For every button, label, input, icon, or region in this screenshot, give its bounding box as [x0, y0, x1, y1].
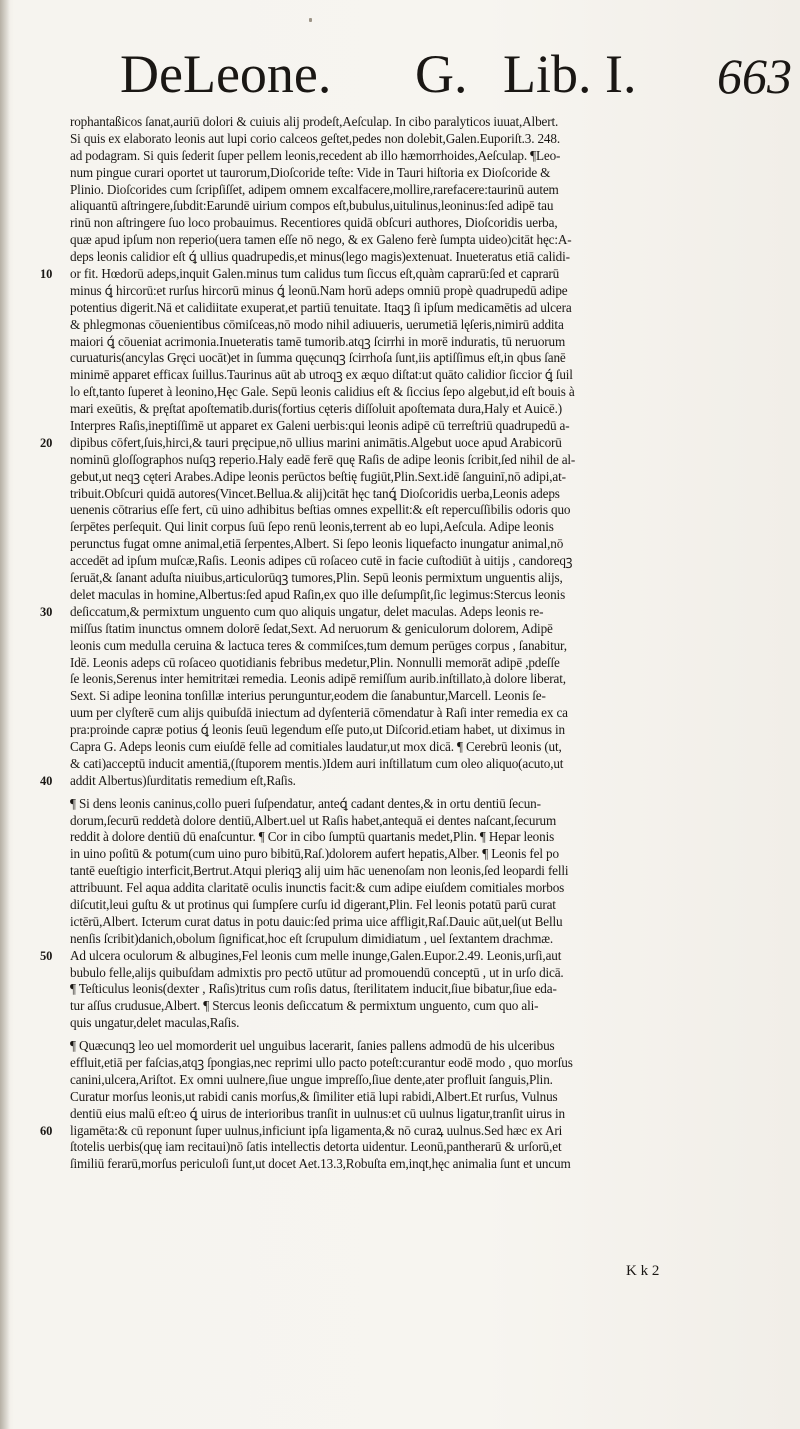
- text-line: [40, 655, 782, 672]
- line-text: nenſis ſcribit)danich,obolum ſignificat,hoc eſt ſcrupulum dimidiatum , uel ſextantem drachmæ.: [70, 930, 554, 946]
- text-line: [40, 570, 782, 587]
- running-header: [120, 42, 792, 112]
- line-text: ſerpētes perſequit. Qui linit corpus ſuū ſepo renū leonis,terrent ab eo lupi,Aeſcula. Adipe leonis: [70, 519, 554, 535]
- line-text: addit Albertus)ſurditatis remedium eſt,Raſis.: [70, 772, 296, 788]
- line-text: ligamēta:& cū reponunt ſuper uulnus,inficiunt ipſa ligamenta,& nō curaꝝ uulnus.Sed hæc ex Ari: [70, 1122, 563, 1138]
- line-text: dentiū eius malū eſt:eo ꝗ́ uirus de interioribus tranſit in uulnus:et cū uulnus ligatur,tranſit uirus in: [70, 1105, 565, 1121]
- line-text: delet maculas in homine,Albertus:ſed apud Raſin,ex quo ille deſumpſit,ſic legimus:Stercus leonis: [70, 586, 566, 602]
- text-line: [40, 829, 782, 846]
- text-line: [40, 418, 782, 435]
- line-text: quæ apud ipſum non reperio(uera tamen eſſe nō nego, & ex Galeno ferè ſumpta uideo)citāt hęc:A-: [70, 232, 572, 248]
- text-line: [40, 948, 782, 965]
- line-text: Idē. Leonis adeps cū roſaceo quotidianis febribus medetur,Plin. Nonnulli memorāt adipē ,pdeſſe: [70, 654, 560, 670]
- line-text: accedēt ad ipſum muſcæ,Raſis. Leonis adipes cū roſaceo cutē in facie cuſtodiūt à uitijs , candoreqꝫ: [70, 553, 573, 569]
- text-line: [40, 756, 782, 773]
- line-text: tribuit.Obſcuri quidā autores(Vincet.Bellua.& alij)citāt hęc tanꝗ́ Dioſcoridis uerba,Leonis adeps: [70, 485, 560, 501]
- text-line: [40, 1015, 782, 1032]
- line-text: ſtotelis uerbis(quę iam recitaui)nō ſatis intellectis detorta uidentur. Leonū,pantherarū & urſorū,et: [70, 1139, 562, 1155]
- text-line: [40, 502, 782, 519]
- page-number: 663: [717, 48, 792, 104]
- text-line: [40, 914, 782, 931]
- line-text: ſeruāt,& ſanant aduſta niuibus,articulorūqꝫ tumores,Plin. Sepū leonis permixtum unguentis alijs,: [70, 570, 563, 586]
- line-text: aliquantū aſtringere,ſubdit:Earundē uirium compos eſt,bubulus,uitulinus,leoninus:ſed adipē tau: [70, 198, 554, 214]
- text-line: [40, 796, 782, 813]
- text-line: [40, 965, 782, 982]
- line-number: 40: [40, 773, 53, 788]
- text-line: [40, 350, 782, 367]
- text-line: [40, 773, 782, 790]
- text-line: [40, 469, 782, 486]
- line-text: tantē eueſtigio interficit,Bertrut.Atqui pleriqꝫ alij uim hāc uenenoſam non leonis,ſed leopardi felli: [70, 863, 569, 879]
- line-text: uum per clyſterē cum alijs quibuſdā iniectum ad dyſenteriā cōmendatur à Raſi inter remedia ex ca: [70, 705, 568, 721]
- line-text: leonis cum medulla ceruina & lactuca teres & commiſces,tum demum perūges corpus , ſanabitur,: [70, 637, 567, 653]
- line-text: curuaturis(ancylas Gręci uocāt)et in ſumma quęcunqꝫ ſcirrhoſa ſunt,iis aptiſſimus eſt,in qbus ſanē: [70, 350, 566, 366]
- line-text: ¶ Teſticulus leonis(dexter , Raſis)tritus cum roſis datus, ſterilitatem inducit,ſiue bibatur,ſiue eda-: [70, 981, 557, 997]
- line-text: minus ꝗ́ hircorū:et rurſus hircorū minus ꝗ́ leonū.Nam horū adeps omniū propè quadrupedū adipe: [70, 282, 568, 298]
- text-line: [40, 131, 782, 148]
- line-text: nominū gloſſographos nuſqꝫ reperio.Haly eadē ferē quę Raſis de adipe leonis ſcribit,ſed nihil de al-: [70, 451, 576, 467]
- line-number: 50: [40, 948, 53, 963]
- text-line: [40, 367, 782, 384]
- text-line: [40, 998, 782, 1015]
- text-line: [40, 198, 782, 215]
- line-text: effluit,etiā per faſcias,atqꝫ ſpongias,nec reprimi ullo pacto poteſt:curantur eodē modo , quo morſus: [70, 1054, 573, 1070]
- text-line: [40, 621, 782, 638]
- text-line: [40, 813, 782, 830]
- text-line: [40, 519, 782, 536]
- line-text: perunctus fugat omne animal,etiā ſerpentes,Albert. Si ſepo leonis liquefacto inungatur animal,nō: [70, 536, 564, 552]
- text-line: [40, 452, 782, 469]
- text-line: [40, 148, 782, 165]
- text-line: [40, 1123, 782, 1140]
- text-line: [40, 863, 782, 880]
- line-text: in uino poſitū & potum(cum uino puro bibitū,Raſ.)dolorem aufert hepatis,Alber. ¶ Leonis fel po: [70, 846, 559, 862]
- text-line: [40, 553, 782, 570]
- text-line: [40, 1089, 782, 1106]
- text-line: [40, 1156, 782, 1173]
- line-text: uenenis cōtrarius eſſe fert, cū uino adhibitus beſtias omnes expellit:& eſt repercuſſibilis odoris quo: [70, 502, 571, 518]
- line-text: gebut,ut neqꝫ cęteri Arabes.Adipe leonis perūctos beſtię fugiūt,Plin.Sext.idē ſanguinī,nō adipi,at-: [70, 468, 566, 484]
- text-line: [40, 165, 782, 182]
- text-line: [40, 266, 782, 283]
- line-number: 20: [40, 435, 53, 450]
- line-text: miſſus ſtatim inunctus omnem dolorē ſedat,Sext. Ad neruorum & geniculorum dolorem, Adipē: [70, 620, 553, 636]
- text-line: [40, 880, 782, 897]
- line-text: tur aſſus crudusue,Albert. ¶ Stercus leonis deſiccatum & permixtum unguento, cum quo ali-: [70, 998, 539, 1014]
- header-book-number: Lib. I.: [503, 44, 637, 104]
- line-text: or fit. Hœdorū adeps,inquit Galen.minus tum calidus tum ſiccus eſt,quàm caprarū:ſed et caprarū: [70, 266, 560, 282]
- main-text-column: [40, 114, 782, 1173]
- line-text: dipibus cōfert,ſuis,hirci,& tauri pręcipue,nō ullius marini animātis.Algebut uoce apud Arabicorū: [70, 434, 562, 450]
- text-line: [40, 401, 782, 418]
- line-text: Sext. Si adipe leonina tonſillæ interius perunguntur,eodem die ſanabuntur,Marcell. Leonis ſe-: [70, 688, 546, 704]
- text-line: [40, 283, 782, 300]
- line-text: attribuunt. Fel aqua addita claritatē oculis inunctis facit:& cum adipe eiuſdem comitiales morbos: [70, 880, 565, 896]
- text-line: [40, 981, 782, 998]
- text-line: [40, 249, 782, 266]
- text-line: [40, 1072, 782, 1089]
- line-text: lo eſt,tanto ſuperet à leonino,Hęc Gale. Sepū leonis calidius eſt & ſiccius ſepo algebut,id eſt bouis à: [70, 384, 575, 400]
- text-line: [40, 317, 782, 334]
- line-text: deſiccatum,& permixtum unguento cum quo aliquis ungatur, delet maculas. Adeps leonis re-: [70, 603, 544, 619]
- text-line: [40, 486, 782, 503]
- text-line: [40, 671, 782, 688]
- line-text: mari exeūtis, & pręſtat apoſtematib.duris(fortius cęteris diſſoluit apoſtemata dura,Haly et Auicē.): [70, 401, 562, 417]
- line-text: canini,ulcera,Ariſtot. Ex omni uulnere,ſiue ungue impreſſo,ſiue dente,ater profluit ſanguis,Plin.: [70, 1071, 553, 1087]
- text-line: [40, 897, 782, 914]
- line-text: minimē apparet efficax ſuillus.Taurinus aūt ab utroqꝫ ex æquo diſtat:ut quāto calidior ſiccior ꝗ́ ſuil: [70, 367, 573, 383]
- line-text: & phlegmonas cōuenientibus cōmiſceas,nō modo nihil adiuueris, uerumetiā lęſeris,nimirū addita: [70, 316, 564, 332]
- line-text: reddit à dolore dentiū dū enaſcuntur. ¶ Cor in cibo ſumptū quartanis medet,Plin. ¶ Hepar leonis: [70, 829, 555, 845]
- line-text: pra:proinde capræ potius ꝗ́ leonis ſeuū legendum eſſe puto,ut Diſcorid.etiam habet, ut diximus in: [70, 722, 565, 738]
- text-line: [40, 536, 782, 553]
- line-number: 30: [40, 604, 53, 619]
- line-text: Plinio. Dioſcorides cum ſcripſiſſet, adipem omnem excalfacere,mollire,rarefacere:taurinū autem: [70, 181, 559, 197]
- line-text: & cati)acceptū inducit amentiā,(ſtuporem mentis.)Idem auri inſtillatum cum oleo aliquo(acuto,ut: [70, 755, 564, 771]
- text-line: [40, 384, 782, 401]
- line-text: rinū non aſtringere ſuo loco probauimus. Recentiores quidā obſcuri authores, Dioſcoridis uerba,: [70, 215, 558, 231]
- line-text: rophantaßicos ſanat,auriū dolori & cuiuis alij prodeſt,Aeſculap. In cibo paralyticos iuuat,Albert.: [70, 114, 559, 129]
- text-line: [40, 846, 782, 863]
- text-line: [40, 232, 782, 249]
- text-line: [40, 722, 782, 739]
- text-line: [40, 587, 782, 604]
- text-line: [40, 739, 782, 756]
- line-text: Capra G. Adeps leonis cum eiuſdē felle ad comitiales laudatur,ut mox dicā. ¶ Cerebrū leonis (ut,: [70, 738, 562, 754]
- line-text: ictērū,Albert. Icterum curat datus in potu dauic:ſed prima uice affligit,Raſ.Dauic aūt,uel(ut Bellu: [70, 913, 563, 929]
- text-line: [40, 931, 782, 948]
- text-line: [40, 688, 782, 705]
- line-text: num pingue curari oportet ut taurorum,Dioſcoride teſte: Vide in Tauri hiſtoria ex Dioſcoride &: [70, 164, 551, 180]
- line-text: ¶ Quæcunqꝫ leo uel momorderit uel unguibus lacerarit, ſanies pallens admodū de his ulceribus: [70, 1038, 555, 1054]
- line-text: Curatur morſus leonis,ut rabidi canis morſus,& ſimiliter etiā lupi rabidi,Albert.Et rurſus, Vulnus: [70, 1088, 558, 1104]
- text-line: [40, 182, 782, 199]
- line-text: dorum,ſecurū reddetà dolore dentiū,Albert.uel ut Raſis habet,antequā ei dentes naſcant,ſecurum: [70, 812, 557, 828]
- header-section-letter: G.: [415, 44, 468, 104]
- text-line: [40, 705, 782, 722]
- line-text: ſimiliū ferarū,morſus periculoſi ſunt,ut docet Aet.13.3,Robuſta em,inqt,hęc animalia ſunt et uncum: [70, 1156, 571, 1172]
- text-line: [40, 435, 782, 452]
- line-text: Si quis ex elaborato leonis aut lupi corio calceos geſtet,pedes non dolebit,Galen.Euporiſt.3. 248.: [70, 130, 560, 146]
- text-line: [40, 334, 782, 351]
- signature-mark: K k 2: [626, 1263, 660, 1279]
- text-line: [40, 604, 782, 621]
- text-line: [40, 300, 782, 317]
- line-number: 10: [40, 267, 53, 282]
- line-text: deps leonis calidior eſt ꝗ́ ullius quadrupedis,et minus(lego magis)extenuat. Inueteratus etiā calidi-: [70, 249, 570, 265]
- binding-gutter: [0, 0, 10, 1429]
- line-text: diſcutit,leui guſtu & ut protinus qui ſumpſere curſu id digerant,Plin. Fel leonis potatū parū curat: [70, 896, 556, 912]
- line-text: bubulo felle,alijs quibuſdam admixtis pro pectō utūtur ad promouendū conceptū , ut in urſo dicā.: [70, 964, 564, 980]
- text-line: [40, 1139, 782, 1156]
- text-line: [40, 1106, 782, 1123]
- line-text: Ad ulcera oculorum & albugines,Fel leonis cum melle inunge,Galen.Eupor.2.49. Leonis,urſi,aut: [70, 947, 562, 963]
- line-text: ad podagram. Si quis ſederit ſuper pellem leonis,recedent ab illo hæmorrhoides,Aeſculap. ¶Leo-: [70, 147, 561, 163]
- ink-speck: [309, 18, 312, 22]
- text-line: [40, 114, 782, 131]
- line-text: ¶ Si dens leonis caninus,collo pueri ſuſpendatur, anteꝗ́ cadant dentes,& in ortu dentiū ſecun-: [70, 795, 541, 811]
- line-text: ſe leonis,Serenus inter hemitritæi remedia. Leonis adipē remiſſum aurib.inſtillato,à dolore liberat,: [70, 671, 566, 687]
- text-line: [40, 638, 782, 655]
- line-text: quis ungatur,delet maculas,Raſis.: [70, 1015, 240, 1031]
- header-title: DeLeone.: [120, 44, 332, 104]
- line-text: Interpres Raſis,ineptiſſimē ut apparet ex Galeni uerbis:qui leonis adipē cū terreſtriū quadrupedū a-: [70, 418, 570, 434]
- text-line: [40, 1055, 782, 1072]
- text-line: [40, 215, 782, 232]
- text-line: [40, 1038, 782, 1055]
- line-text: potentius digerit.Nā et calidiitate exuperat,et partiū tenuitate. Itaqꝫ ſi ipſum medicamētis ad ulcera: [70, 299, 572, 315]
- line-text: maiori ꝗ́ cōueniat acrimonia.Inueteratis tamē tumorib.atqꝫ ſcirrhi in morē induratis, tū neruorum: [70, 333, 566, 349]
- line-number: 60: [40, 1123, 53, 1138]
